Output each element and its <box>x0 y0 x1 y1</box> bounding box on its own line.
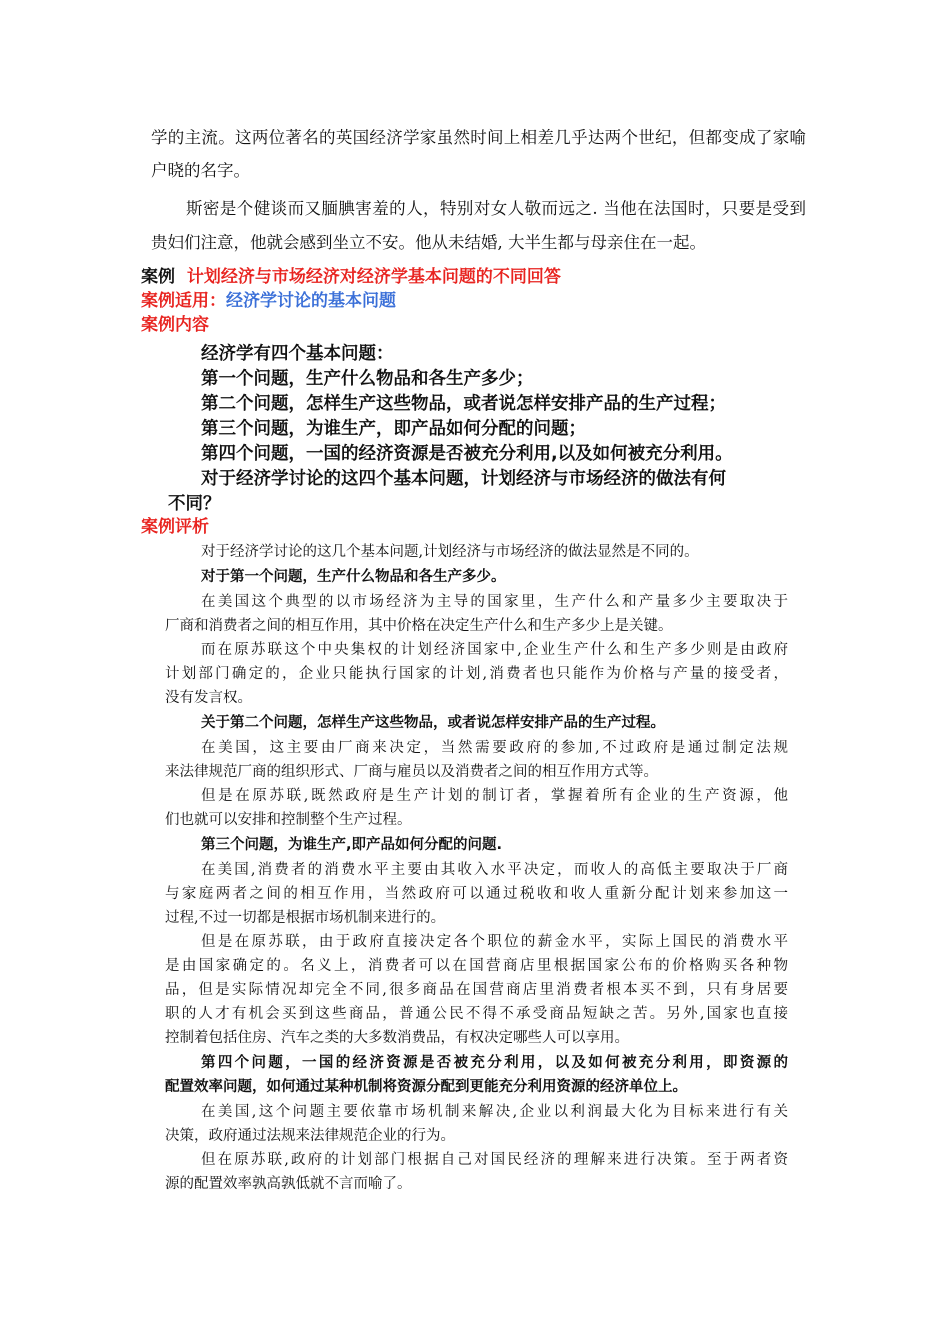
intro-p2-line1: 斯密是个健谈而又腼腆害羞的人，特别对女人敬而远之. 当他在法国时，只要是受到 <box>186 199 806 218</box>
q4-us-line1: 在美国,这个问题主要依靠市场机制来解决,企业以利润最大化为目标来进行有关 <box>201 1104 788 1120</box>
q3-ussr-line4: 职的人才有机会买到这些商品，普通公民不得不承受商品短缺之苦。另外,国家也直接 <box>165 1006 788 1022</box>
analysis-intro: 对于经济学讨论的这几个基本问题,计划经济与市场经济的做法显然是不同的。 <box>201 544 699 560</box>
q4-heading-line1: 第四个问题，一国的经济资源是否被充分利用，以及如何被充分利用，即资源的 <box>201 1055 788 1071</box>
case-applicable-row <box>141 290 396 312</box>
intro-p1-line1: 学的主流。这两位著名的英国经济学家虽然时间上相差几乎达两个世纪，但都变成了家喻 <box>151 128 806 147</box>
case-label: 案例 <box>141 267 175 287</box>
q3-us-line3: 过程,不过一切都是根据市场机制来进行的。 <box>165 910 446 926</box>
question-intro: 经济学有四个基本问题： <box>201 344 394 364</box>
q4-ussr-line2: 源的配置效率孰高孰低就不言而喻了。 <box>165 1176 412 1192</box>
question-comparison-line1: 对于经济学讨论的这四个基本问题，计划经济与市场经济的做法有何 <box>201 469 726 489</box>
q1-ussr-line2: 计划部门确定的，企业只能执行国家的计划,消费者也只能作为价格与产量的接受者， <box>165 666 788 682</box>
intro-p1-line2: 户晓的名字。 <box>151 161 250 180</box>
q2-ussr-line1: 但是在原苏联,既然政府是生产计划的制订者，掌握着所有企业的生产资源，他 <box>201 788 788 804</box>
question-4: 第四个问题，一国的经济资源是否被充分利用,以及如何被充分利用。 <box>201 444 733 464</box>
case-title: 计划经济与市场经济对经济学基本问题的不同回答 <box>186 267 561 287</box>
q2-ussr-line2: 们也就可以安排和控制整个生产过程。 <box>165 812 412 828</box>
q3-us-line1: 在美国,消费者的消费水平主要由其收入水平决定，而收人的高低主要取决于厂商 <box>201 862 788 878</box>
q2-us-line1: 在美国，这主要由厂商来决定，当然需要政府的参加,不过政府是通过制定法规 <box>201 740 788 756</box>
question-2: 第二个问题，怎样生产这些物品，或者说怎样安排产品的生产过程； <box>201 394 726 414</box>
q3-us-line2: 与家庭两者之间的相互作用，当然政府可以通过税收和收人重新分配计划来参加这一 <box>165 886 788 902</box>
case-content-label: 案例内容 <box>141 315 209 335</box>
q4-heading-line2: 配置效率问题，如何通过某种机制将资源分配到更能充分利用资源的经济单位上。 <box>165 1079 687 1095</box>
question-3: 第三个问题，为谁生产，即产品如何分配的问题； <box>201 419 586 439</box>
intro-p2-line2: 贵妇们注意，他就会感到坐立不安。他从未结婚, 大半生都与母亲住在一起。 <box>151 233 706 252</box>
q1-ussr-line1: 而在原苏联这个中央集权的计划经济国家中,企业生产什么和生产多少则是由政府 <box>201 642 788 658</box>
q3-ussr-line5: 控制着包括住房、汽车之类的大多数消费品，有权决定哪些人可以享用。 <box>165 1030 629 1046</box>
question-1: 第一个问题，生产什么物品和各生产多少； <box>201 369 534 389</box>
q3-ussr-line1: 但是在原苏联，由于政府直接决定各个职位的薪金水平，实际上国民的消费水平 <box>201 934 788 950</box>
q3-ussr-line2: 是由国家确定的。名义上，消费者可以在国营商店里根据国家公布的价格购买各种物 <box>165 958 788 974</box>
case-applicable-label: 案例适用： <box>141 291 226 311</box>
q1-heading: 对于第一个问题，生产什么物品和各生产多少。 <box>201 569 506 585</box>
q4-ussr-line1: 但在原苏联,政府的计划部门根据自己对国民经济的理解来进行决策。至于两者资 <box>201 1152 788 1168</box>
q3-ussr-line3: 品，但是实际情况却完全不同,很多商品在国营商店里消费者根本买不到，只有身居要 <box>165 982 788 998</box>
case-analysis-label: 案例评析 <box>141 517 209 537</box>
q1-us-line2: 厂商和消费者之间的相互作用，其中价格在决定生产什么和生产多少上是关键。 <box>165 618 673 634</box>
case-applicable-topic: 经济学讨论的基本问题 <box>226 291 396 311</box>
q1-ussr-line3: 没有发言权。 <box>165 690 252 706</box>
case-title-row <box>141 266 561 288</box>
q3-heading: 第三个问题，为谁生产,即产品如何分配的问题. <box>201 837 503 853</box>
question-comparison-line2: 不同？ <box>168 494 221 514</box>
q2-us-line2: 来法律规范厂商的组织形式、厂商与雇员以及消费者之间的相互作用方式等。 <box>165 764 658 780</box>
q4-us-line2: 决策，政府通过法规来法律规范企业的行为。 <box>165 1128 455 1144</box>
q2-heading: 关于第二个问题，怎样生产这些物品，或者说怎样安排产品的生产过程。 <box>201 715 665 731</box>
q1-us-line1: 在美国这个典型的以市场经济为主导的国家里，生产什么和产量多少主要取决于 <box>201 594 788 610</box>
